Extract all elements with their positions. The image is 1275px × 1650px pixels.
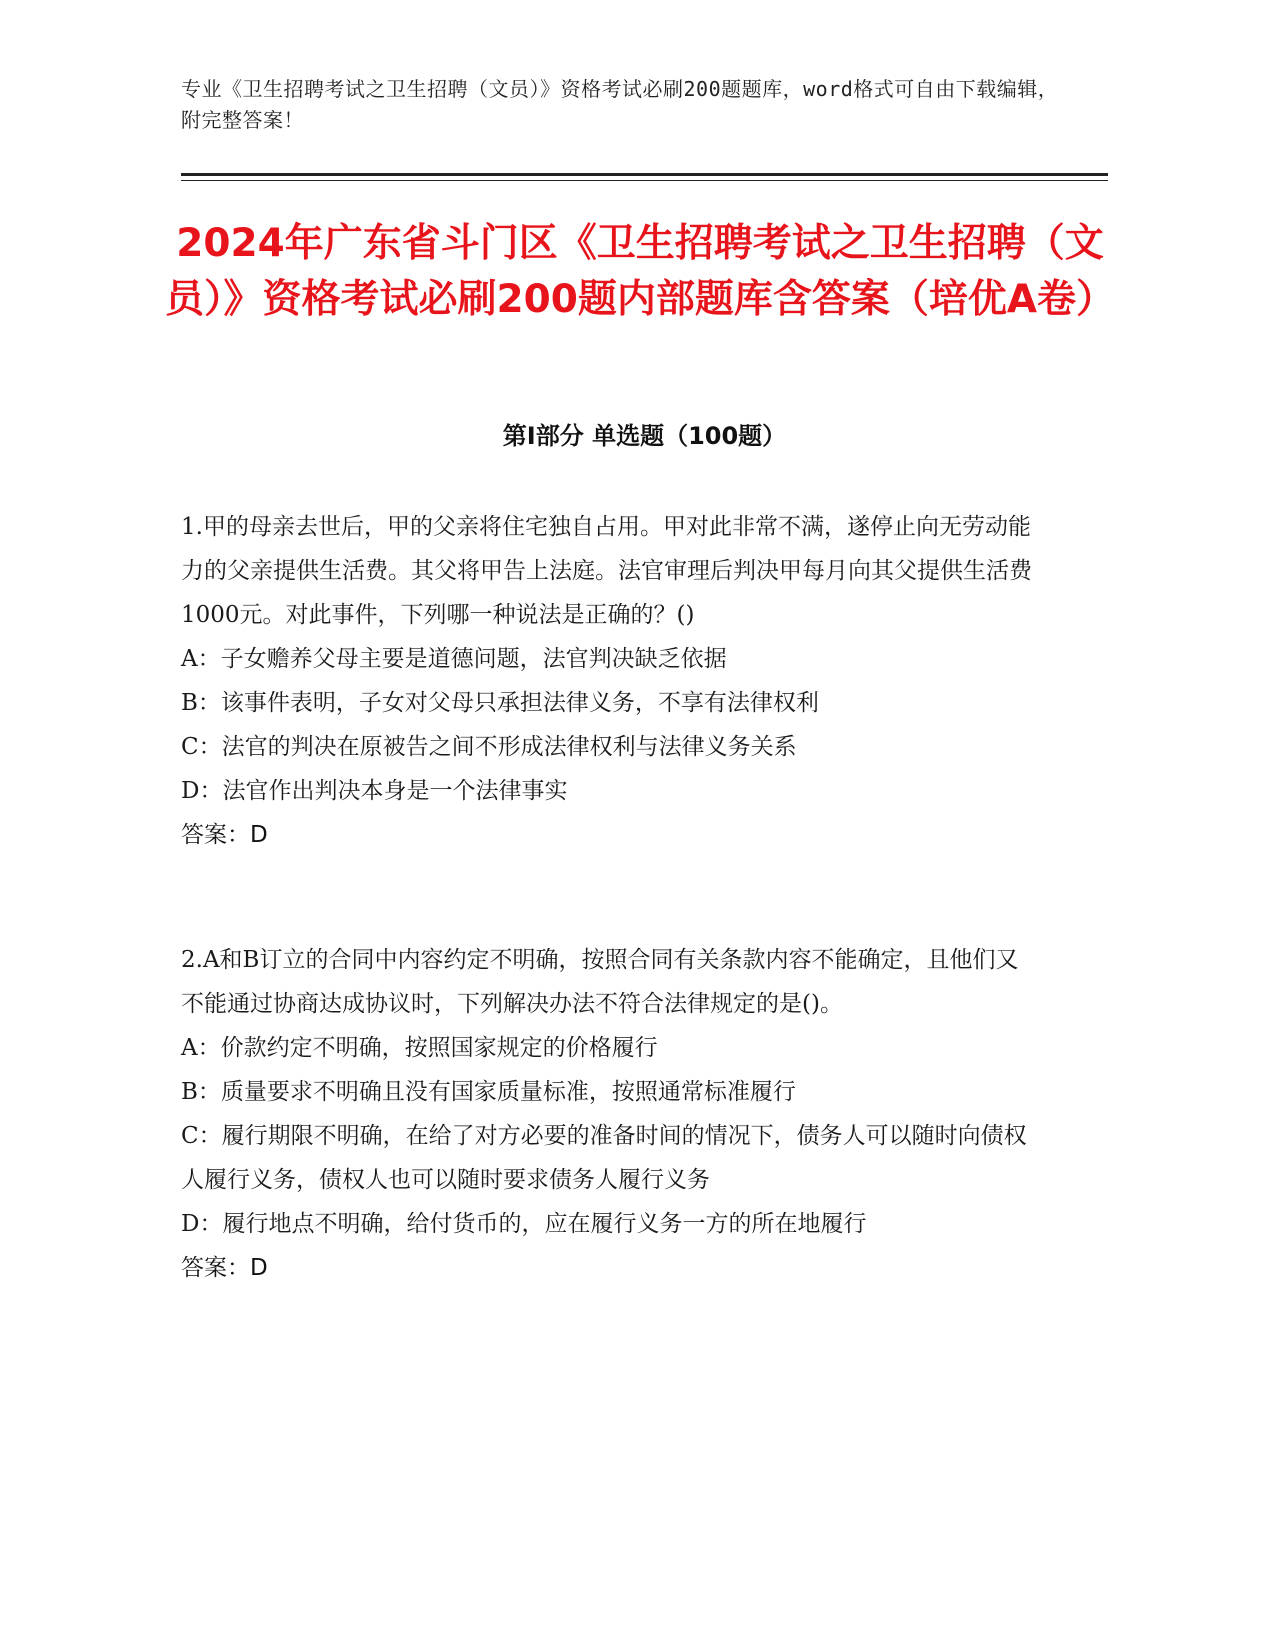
- header-divider-thick: [181, 173, 1108, 176]
- question-stem: 2.A和B订立的合同中内容约定不明确，按照合同有关条款内容不能确定，且他们又不能通过协商达成协议时，下列解决办法不符合法律规定的是()。: [181, 947, 1019, 1017]
- section-heading: 第I部分 单选题（100题）: [502, 422, 787, 450]
- question-option-d: D：法官作出判决本身是一个法律事实: [181, 778, 568, 804]
- question-option-a: A：子女赡养父母主要是道德问题，法官判决缺乏依据: [181, 646, 727, 672]
- question-block: [181, 938, 1041, 1290]
- header-divider-thin: [181, 180, 1108, 181]
- question-answer: 答案：D: [181, 1255, 268, 1281]
- question-option-c: C：履行期限不明确，在给了对方必要的准备时间的情况下，债务人可以随时向债权人履行义务，债权人也可以随时要求债务人履行义务: [181, 1123, 1027, 1193]
- header-note: 专业《卫生招聘考试之卫生招聘（文员）》资格考试必刷200题题库，word格式可自由下载编辑，附完整答案！: [181, 77, 1059, 132]
- question-answer: 答案：D: [181, 822, 268, 848]
- question-option-d: D：履行地点不明确，给付货币的，应在履行义务一方的所在地履行: [181, 1211, 867, 1237]
- question-block: [181, 505, 1041, 857]
- question-option-c: C：法官的判决在原被告之间不形成法律权利与法律义务关系: [181, 734, 797, 760]
- question-option-b: B：质量要求不明确且没有国家质量标准，按照通常标准履行: [181, 1079, 796, 1105]
- question-option-b: B：该事件表明，子女对父母只承担法律义务，不享有法律权利: [181, 690, 819, 716]
- question-option-a: A：价款约定不明确，按照国家规定的价格履行: [181, 1035, 658, 1061]
- question-stem: 1.甲的母亲去世后，甲的父亲将住宅独自占用。甲对此非常不满，遂停止向无劳动能力的父亲提供生活费。其父将甲告上法庭。法官审理后判决甲每月向其父提供生活费1000元。对此事件，下列哪一种说法是正确的？(): [181, 514, 1032, 628]
- document-title: 2024年广东省斗门区《卫生招聘考试之卫生招聘（文员）》资格考试必刷200题内部题库含答案（培优A卷）: [164, 221, 1116, 322]
